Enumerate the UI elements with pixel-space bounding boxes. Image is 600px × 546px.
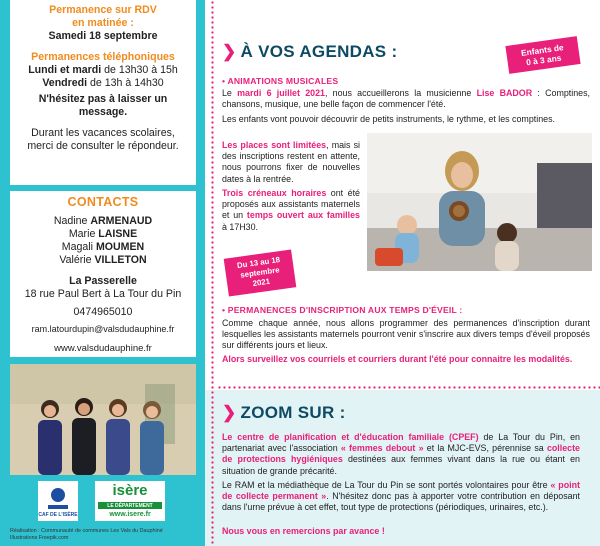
perm-subtitle: • PERMANENCES D'INSCRIPTION AUX TEMPS D'ÉVEIL : [222, 305, 463, 315]
tel-line-2: Vendredi de 13h à 14h30 [42, 77, 164, 89]
contact-item: Nadine ARMENAUD [53, 215, 153, 227]
email-link[interactable]: ram.latourdupin@valsdudauphine.fr [31, 324, 175, 334]
chevron-right-icon: ❯ [222, 42, 237, 61]
credits: Réalisation : Communauté de communes Les Vals du Dauphiné Illustrations Freepik.com [10, 528, 163, 541]
contact-item: Valérie VILLETON [59, 254, 147, 266]
contact-item: Marie LAISNE [68, 228, 138, 240]
zoom-paragraph-1: Le centre de planification et d'éducation familiale (CPEF) de La Tour du Pin, en partenariat avec l'association « femmes debout » et la MJC-EVS, pérennise sa collecte de protections hygiéniques destinées aux femmes vivant dans la rue ou étant en situation de grande précarité. [222, 432, 580, 476]
phone-number[interactable]: 0474965010 [73, 306, 133, 318]
anim-paragraph-2: Les enfants vont pouvoir découvrir de petits instruments, le rythme, et les comptines. [222, 114, 555, 124]
isere-logo: isère [112, 482, 148, 499]
zoom-paragraph-3: Nous vous en remercions par avance ! [222, 526, 385, 536]
contacts-title: CONTACTS [67, 195, 139, 209]
anim-paragraph-4: Trois créneaux horaires ont été proposés aux assistants maternels et un temps ouvert aux familles à 17H30. [222, 188, 360, 232]
isere-logo-url: www.isere.fr [109, 511, 151, 518]
anim-paragraph-3: Les places sont limitées, mais si des inscriptions restent en attente, nous pourrons fixer de nouvelles dates à la rentrée. [222, 140, 361, 184]
team-photo [10, 364, 196, 475]
message-note: N'hésitez pas à laisser un message. [38, 93, 168, 118]
permanence-title: Permanence sur RDV en matinée : [49, 4, 157, 29]
chevron-right-icon: ❯ [222, 403, 237, 422]
anim-subtitle: • ANIMATIONS MUSICALES [222, 76, 339, 86]
dates-badge: Du 13 au 18 septembre 2021 [224, 249, 297, 296]
perm-paragraph-2: Alors surveillez vos courriels et courriers durant l'été pour connaitre les modalités. [222, 354, 573, 364]
caf-logo-label: CAF DE L'ISÈRE [38, 512, 78, 518]
agendas-title: ❯ À VOS AGENDAS : [222, 42, 398, 61]
perm-paragraph-1: Comme chaque année, nous allons programmer des permanences d'inscription durant lesquelles les assistants maternels pourront venir s'inscrire aux divers temps d'éveil proposés sur différents jours et lieux. [222, 318, 590, 351]
dotted-separator [217, 386, 600, 389]
age-badge: Enfants de 0 à 3 ans [505, 36, 580, 74]
musician-photo [367, 133, 592, 271]
permanence-date: Samedi 18 septembre [48, 30, 158, 42]
partner-logos [10, 477, 196, 525]
tel-line-1: Lundi et mardi de 13h30 à 15h [28, 64, 178, 76]
vacances-note: Durant les vacances scolaires, merci de consulter le répondeur. [27, 127, 179, 152]
address: 18 rue Paul Bert à La Tour du Pin [24, 288, 182, 300]
website-link[interactable]: www.valsdudauphine.fr [54, 343, 152, 354]
permanence-card [10, 0, 196, 185]
contact-item: Magali MOUMEN [61, 241, 145, 253]
zoom-title: ❯ ZOOM SUR : [222, 403, 346, 422]
contacts-card [10, 191, 196, 357]
place-name: La Passerelle [69, 275, 137, 287]
telephone-title: Permanences téléphoniques [31, 51, 175, 63]
anim-paragraph-1: Le mardi 6 juillet 2021, nous accueillerons la musicienne Lise BADOR : Comptines, chansons, musique, une belle façon de commencer l'été. [222, 88, 590, 110]
isere-logo-sub: LE DÉPARTEMENT [107, 503, 153, 509]
zoom-paragraph-2: Le RAM et la médiathèque de La Tour du Pin se sont portés volontaires pour être « point de collecte permanent ». N'hésitez donc pas à apporter votre contribution en déposant dans l'urne prévue à cet effet, tout type de protections (périodiques, urinaires, etc.). [222, 480, 580, 513]
dotted-divider [211, 0, 214, 546]
